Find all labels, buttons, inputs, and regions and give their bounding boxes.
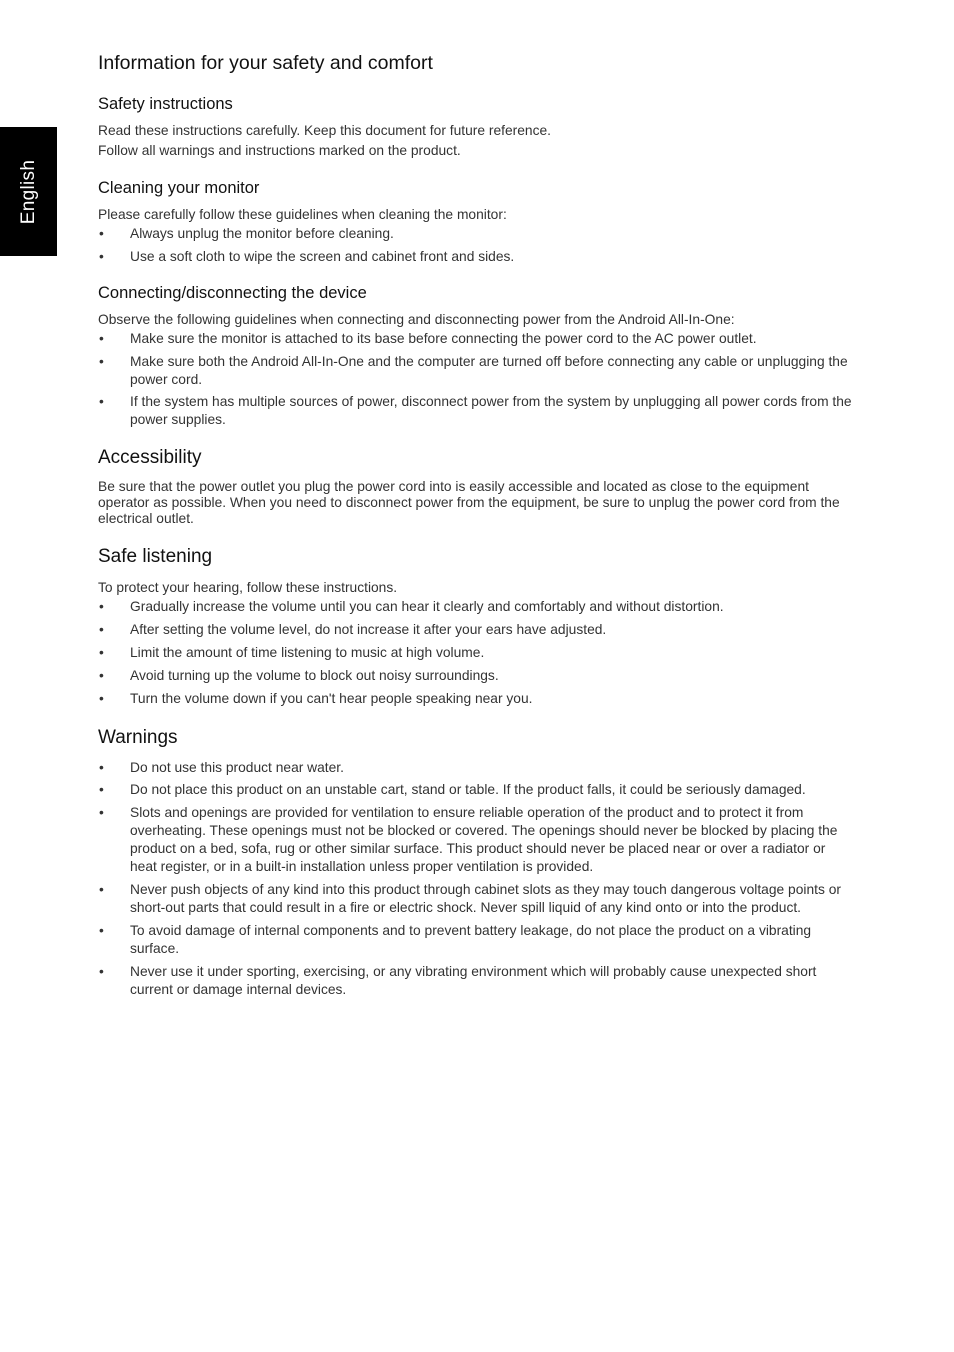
list-item: • Never push objects of any kind into this product through cabinet slots as they may touch dangerous voltage points or short-out parts that could result in a fire or electric shock. Never spill liquid of any kind onto or into the product. <box>99 881 841 915</box>
section-safe-listening <box>98 544 854 707</box>
list-item: • If the system has multiple sources of power, disconnect power from the system by unplugging all power cords from the power supplies. <box>99 394 852 428</box>
list-item: • Always unplug the monitor before cleaning. <box>99 226 394 241</box>
paragraph: Observe the following guidelines when connecting and disconnecting power from the Android All-In-One: <box>98 311 735 327</box>
section-heading: Warnings <box>98 726 178 748</box>
paragraph: Please carefully follow these guidelines when cleaning the monitor: <box>98 207 507 222</box>
section-safety-instructions <box>98 93 854 161</box>
list-item: • Do not place this product on an unstable cart, stand or table. If the product falls, it could be seriously damaged. <box>99 782 806 798</box>
list-item: • Limit the amount of time listening to music at high volume. <box>99 644 485 660</box>
paragraph: Be sure that the power outlet you plug the power cord into is easily accessible and located as close to the equipment operator as possible. When you need to disconnect power from the equipment, be sure to unplug the power cord from the electrical outlet. <box>98 479 840 527</box>
section-heading: Connecting/disconnecting the device <box>98 283 367 302</box>
list-item: • Use a soft cloth to wipe the screen and cabinet front and sides. <box>99 248 515 264</box>
bullet-list <box>98 759 854 999</box>
page-title: Information for your safety and comfort <box>98 52 433 74</box>
paragraph: Read these instructions carefully. Keep this document for future reference. <box>98 123 551 138</box>
list-item: • Avoid turning up the volume to block out noisy surroundings. <box>99 667 499 683</box>
list-item: • Make sure the monitor is attached to its base before connecting the power cord to the AC power outlet. <box>99 330 757 346</box>
section-connecting-device <box>98 282 854 430</box>
section-heading: Accessibility <box>98 447 202 469</box>
section-accessibility <box>98 445 854 527</box>
list-item: • Do not use this product near water. <box>99 759 344 775</box>
section-warnings <box>98 725 854 999</box>
list-item: • Make sure both the Android All-In-One and the computer are turned off before connecting any cable or unplugging the power cord. <box>99 353 848 387</box>
language-tab-label: English <box>17 159 39 224</box>
list-item: • To avoid damage of internal components and to prevent battery leakage, do not place the product on a vibrating surface. <box>99 922 812 956</box>
bullet-list <box>98 598 854 707</box>
paragraph: To protect your hearing, follow these instructions. <box>98 580 398 596</box>
bullet-list <box>98 330 854 430</box>
section-heading: Safe listening <box>98 546 213 568</box>
section-heading: Cleaning your monitor <box>98 179 260 197</box>
list-item: • Slots and openings are provided for ventilation to ensure reliable operation of the product and to protect it from overheating. These openings must not be blocked or covered. The openings should never be blocked by placing the product on a bed, sofa, rug or other similar surface. This product should never be placed near or over a radiator or heat register, or in a built-in installation unless proper ventilation is provided. <box>99 805 838 875</box>
list-item: • Never use it under sporting, exercising, or any vibrating environment which will probably cause unexpected short current or damage internal devices. <box>99 963 817 997</box>
bullet-list <box>98 225 854 266</box>
list-item: • Turn the volume down if you can't hear people speaking near you. <box>99 690 533 706</box>
list-item: • After setting the volume level, do not increase it after your ears have adjusted. <box>99 622 607 638</box>
paragraph: Follow all warnings and instructions marked on the product. <box>98 143 461 158</box>
document-content <box>98 50 854 1016</box>
list-item: • Gradually increase the volume until you can hear it clearly and comfortably and without distortion. <box>99 599 724 615</box>
section-cleaning-monitor <box>98 177 854 266</box>
language-tab <box>0 127 57 256</box>
section-heading: Safety instructions <box>98 95 233 113</box>
